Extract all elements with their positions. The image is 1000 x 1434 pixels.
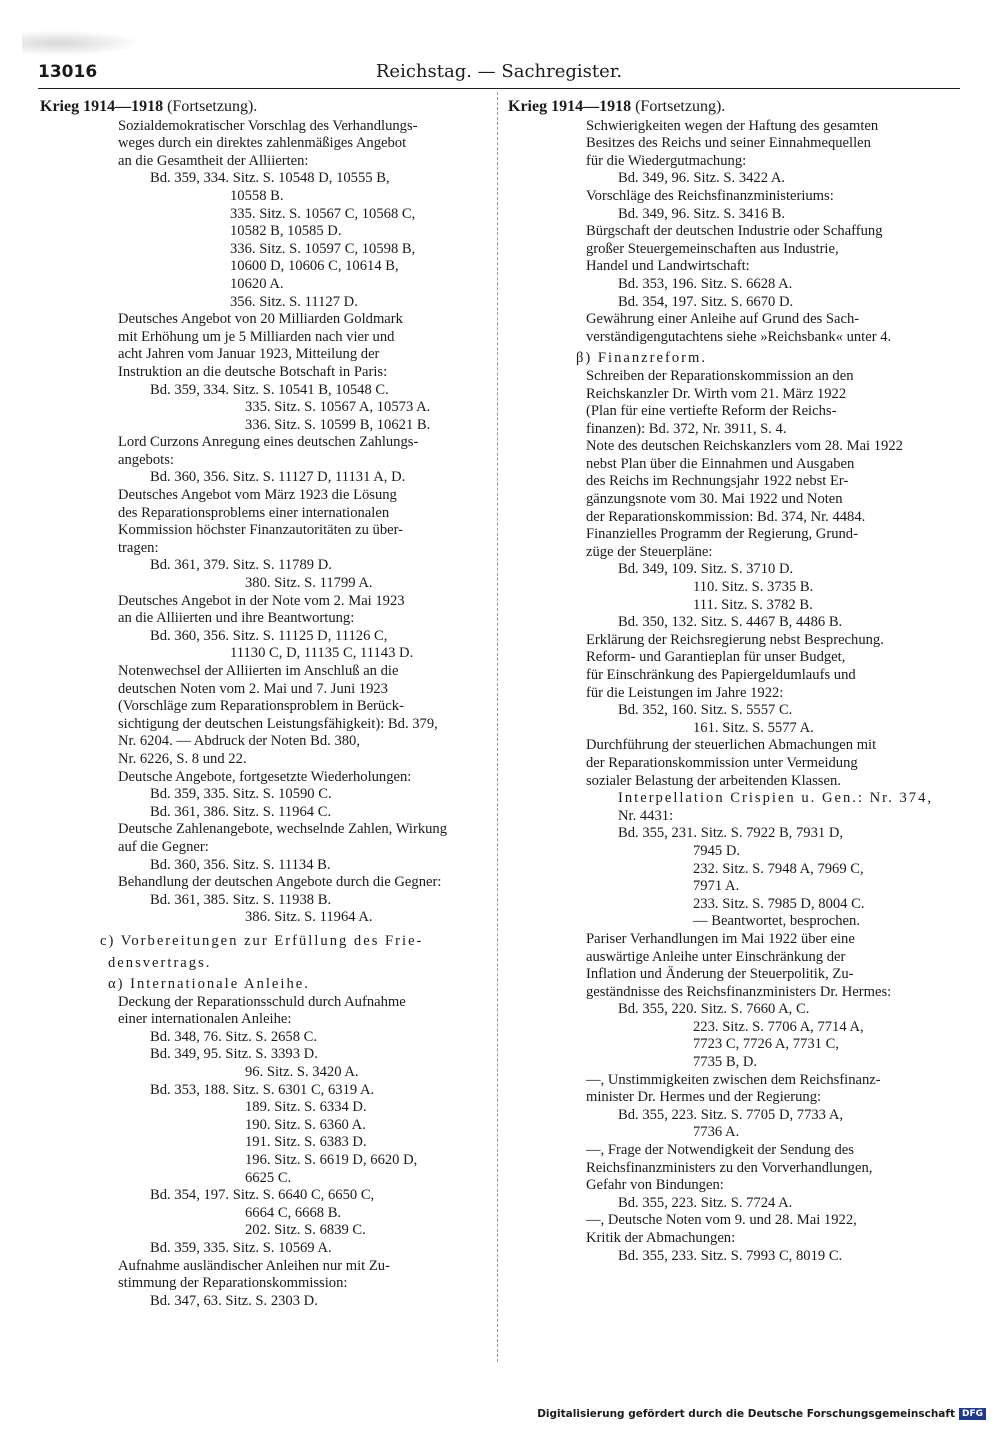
index-line: —, Frage der Notwendigkeit der Sendung des (586, 1142, 854, 1159)
page-header (38, 58, 960, 88)
index-line: sozialer Belastung der arbeitenden Klassen. (586, 772, 841, 789)
index-line: Lord Curzons Anregung eines deutschen Zahlungs- (118, 434, 419, 451)
index-line: Sozialdemokratischer Vorschlag des Verhandlungs- (118, 117, 418, 134)
index-line: 6664 C, 6668 B. (245, 1204, 342, 1221)
index-line: Bd. 360, 356. Sitz. S. 11134 B. (150, 856, 331, 873)
index-line: Behandlung der deutschen Angebote durch die Gegner: (118, 874, 442, 891)
left-heading (40, 98, 484, 116)
right-entries (508, 118, 956, 1266)
index-line: Bd. 355, 220. Sitz. S. 7660 A, C. (618, 1001, 810, 1018)
index-line: geständnisse des Reichsfinanzministers Dr. Hermes: (586, 983, 892, 1000)
index-line: Besitzes des Reichs und seiner Einnahmequellen (586, 135, 871, 152)
index-line: Bd. 349, 95. Sitz. S. 3393 D. (150, 1046, 318, 1063)
dfg-logo: DFG (959, 1408, 986, 1420)
index-line: 189. Sitz. S. 6334 D. (245, 1099, 367, 1116)
index-line: Instruktion an die deutsche Botschaft in Paris: (118, 363, 388, 380)
index-line: Gefahr von Bindungen: (586, 1177, 724, 1194)
index-line: 6625 C. (245, 1169, 292, 1186)
footer-credit: Digitalisierung gefördert durch die Deutsche Forschungsgemeinschaft (537, 1408, 955, 1420)
index-line: nebst Plan über die Einnahmen und Ausgaben (586, 455, 855, 472)
index-line: Bd. 361, 385. Sitz. S. 11938 B. (150, 891, 332, 908)
index-line: Bd. 359, 334. Sitz. S. 10541 B, 10548 C. (150, 381, 389, 398)
index-line: 7736 A. (693, 1124, 740, 1141)
index-line: — Beantwortet, besprochen. (693, 913, 860, 930)
index-line: einer internationalen Anleihe: (118, 1011, 292, 1028)
index-line: großer Steuergemeinschaften aus Industrie, (586, 240, 839, 257)
index-line: β) Finanzreform. (576, 350, 708, 367)
index-line: 7735 B, D. (693, 1054, 758, 1071)
index-line: Deckung der Reparationsschuld durch Aufnahme (118, 993, 406, 1010)
index-line: 10582 B, 10585 D. (230, 223, 342, 240)
index-line: Bd. 359, 334. Sitz. S. 10548 D, 10555 B, (150, 170, 390, 187)
index-line: verständigengutachtens siehe »Reichsbank« unter 4. (586, 328, 892, 345)
index-line: Bd. 353, 196. Sitz. S. 6628 A. (618, 275, 793, 292)
index-line: minister Dr. Hermes und der Regierung: (586, 1089, 822, 1106)
index-line: Note des deutschen Reichskanzlers vom 28. Mai 1922 (586, 438, 903, 455)
index-line: 7945 D. (693, 842, 741, 859)
page-number: 13016 (38, 62, 98, 82)
index-line: an die Alliierten und ihre Beantwortung: (118, 610, 355, 627)
index-line: auf die Gegner: (118, 838, 209, 855)
index-line: 232. Sitz. S. 7948 A, 7969 C, (693, 860, 864, 877)
index-line: 96. Sitz. S. 3420 A. (245, 1064, 359, 1081)
index-line: Bd. 360, 356. Sitz. S. 11125 D, 11126 C, (150, 627, 388, 644)
index-line: Bd. 359, 335. Sitz. S. 10590 C. (150, 786, 332, 803)
index-line: 110. Sitz. S. 3735 B. (693, 579, 814, 596)
right-heading (508, 98, 956, 116)
index-line: Nr. 6226, S. 8 und 22. (118, 750, 247, 767)
index-line: Vorschläge des Reichsfinanzministeriums: (586, 187, 834, 204)
index-line: Bd. 347, 63. Sitz. S. 2303 D. (150, 1292, 318, 1309)
index-line: densvertrags. (108, 954, 212, 971)
index-line: Finanzielles Programm der Regierung, Grund- (586, 526, 858, 543)
index-line: 336. Sitz. S. 10597 C, 10598 B, (230, 240, 416, 257)
index-line: 11130 C, D, 11135 C, 11143 D. (230, 645, 414, 662)
index-line: tragen: (118, 539, 159, 556)
index-line: 7971 A. (693, 878, 740, 895)
index-line: Bd. 359, 335. Sitz. S. 10569 A. (150, 1240, 332, 1256)
index-line: für die Wiedergutmachung: (586, 152, 747, 169)
index-line: des Reparationsproblems einer internationalen (118, 504, 390, 521)
index-line: Kommission höchster Finanzautoritäten zu über- (118, 522, 404, 539)
index-line: 7723 C, 7726 A, 7731 C, (693, 1036, 839, 1053)
index-line: mit Erhöhung um je 5 Milliarden nach vier und (118, 328, 395, 345)
index-line: Bd. 349, 96. Sitz. S. 3416 B. (618, 205, 786, 222)
index-line: Deutsches Angebot in der Note vom 2. Mai 1923 (118, 592, 405, 609)
index-line: 380. Sitz. S. 11799 A. (245, 575, 373, 592)
index-line: Bd. 348, 76. Sitz. S. 2658 C. (150, 1028, 318, 1045)
index-line: Deutsche Angebote, fortgesetzte Wiederholungen: (118, 768, 412, 785)
index-line: Bd. 361, 386. Sitz. S. 11964 C. (150, 803, 332, 820)
index-line: Bd. 355, 223. Sitz. S. 7705 D, 7733 A, (618, 1106, 844, 1123)
index-line: 386. Sitz. S. 11964 A. (245, 909, 373, 926)
index-line: 191. Sitz. S. 6383 D. (245, 1134, 367, 1151)
index-line: Bd. 349, 109. Sitz. S. 3710 D. (618, 561, 794, 578)
index-line: der Reparationskommission unter Vermeidung (586, 754, 858, 771)
left-heading-continuation: (Fortsetzung). (167, 98, 258, 115)
index-line: Schreiben der Reparationskommission an den (586, 367, 854, 384)
index-line: 10620 A. (230, 275, 284, 292)
header-rule (38, 88, 960, 89)
index-line: —, Deutsche Noten vom 9. und 28. Mai 1922, (586, 1212, 857, 1229)
index-line: für die Leistungen im Jahre 1922: (586, 684, 784, 701)
index-line: Schwierigkeiten wegen der Haftung des gesamten (586, 117, 879, 134)
index-line: Bd. 354, 197. Sitz. S. 6640 C, 6650 C, (150, 1187, 375, 1204)
index-line: Gewährung einer Anleihe auf Grund des Sach- (586, 311, 860, 328)
index-line: auswärtige Anleihe unter Einschränkung der (586, 948, 846, 965)
index-line: Deutsches Angebot vom März 1923 die Lösung (118, 487, 397, 504)
left-heading-title: Krieg 1914—1918 (40, 98, 164, 115)
index-line: Bd. 353, 188. Sitz. S. 6301 C, 6319 A. (150, 1081, 375, 1098)
index-line: Bd. 361, 379. Sitz. S. 11789 D. (150, 557, 332, 574)
index-line: weges durch ein direktes zahlenmäßiges Angebot (118, 135, 407, 152)
index-line: 111. Sitz. S. 3782 B. (693, 596, 813, 613)
index-line: Reform- und Garantieplan für unser Budget, (586, 649, 846, 666)
index-line: Notenwechsel der Alliierten im Anschluß an die (118, 663, 399, 679)
index-line: stimmung der Reparationskommission: (118, 1275, 348, 1292)
index-line: Deutsches Angebot von 20 Milliarden Goldmark (118, 311, 403, 328)
index-line: 196. Sitz. S. 6619 D, 6620 D, (245, 1152, 418, 1169)
index-line: Bd. 355, 231. Sitz. S. 7922 B, 7931 D, (618, 825, 844, 842)
index-line: Nr. 6204. — Abdruck der Noten Bd. 380, (118, 733, 360, 750)
index-line: Erklärung der Reichsregierung nebst Besprechung. (586, 631, 884, 648)
index-line: Aufnahme ausländischer Anleihen nur mit Zu- (118, 1257, 390, 1274)
index-line: 335. Sitz. S. 10567 C, 10568 C, (230, 205, 416, 222)
index-line: für Einschränkung des Papiergeldumlaufs und (586, 667, 856, 683)
index-line: Kritik der Abmachungen: (586, 1230, 736, 1246)
index-line: 202. Sitz. S. 6839 C. (245, 1222, 366, 1239)
index-line: 223. Sitz. S. 7706 A, 7714 A, (693, 1018, 864, 1035)
index-line: Durchführung der steuerlichen Abmachungen mit (586, 737, 877, 754)
scan-smudge (22, 30, 142, 56)
running-title: Reichstag. — Sachregister. (375, 61, 623, 82)
index-line: c) Vorbereitungen zur Erfüllung des Frie- (100, 932, 424, 949)
index-line: sichtigung der deutschen Leistungsfähigkeit): Bd. 379, (118, 715, 438, 732)
index-line: 10600 D, 10606 C, 10614 B, (230, 258, 399, 275)
index-line: Deutsche Zahlenangebote, wechselnde Zahlen, Wirkung (118, 821, 448, 838)
right-column (508, 98, 956, 1265)
index-line: Bd. 354, 197. Sitz. S. 6670 D. (618, 293, 794, 310)
index-line: Bd. 350, 132. Sitz. S. 4467 B, 4486 B. (618, 614, 843, 631)
index-line: Bürgschaft der deutschen Industrie oder Schaffung (586, 223, 883, 240)
index-line: Bd. 360, 356. Sitz. S. 11127 D, 11131 A, D. (150, 469, 406, 486)
index-line: (Vorschläge zum Reparationsproblem in Berück- (118, 698, 404, 715)
index-line: 10558 B. (230, 187, 284, 204)
index-line: (Plan für eine vertiefte Reform der Reichs- (586, 403, 837, 420)
index-line: Pariser Verhandlungen im Mai 1922 über eine (586, 930, 855, 947)
index-line: Handel und Landwirtschaft: (586, 258, 750, 275)
page-footer (537, 1408, 986, 1420)
index-line: acht Jahren vom Januar 1923, Mitteilung der (118, 346, 380, 363)
index-line: Bd. 349, 96. Sitz. S. 3422 A. (618, 170, 786, 187)
column-divider (497, 92, 498, 1362)
index-line: Reichskanzler Dr. Wirth vom 21. März 1922 (586, 385, 847, 402)
index-line: —, Unstimmigkeiten zwischen dem Reichsfinanz- (586, 1071, 881, 1088)
index-line: züge der Steuerpläne: (586, 543, 713, 560)
index-line: 356. Sitz. S. 11127 D. (230, 293, 358, 310)
index-line: 190. Sitz. S. 6360 A. (245, 1116, 366, 1133)
index-line: finanzen): Bd. 372, Nr. 3911, S. 4. (586, 420, 787, 437)
index-line: an die Gesamtheit der Alliierten: (118, 152, 309, 169)
right-heading-title: Krieg 1914—1918 (508, 98, 632, 115)
index-line: 336. Sitz. S. 10599 B, 10621 B. (245, 416, 431, 433)
index-line: Reichsfinanzministers zu den Vorverhandlungen, (586, 1159, 873, 1176)
index-line: deutschen Noten vom 2. Mai und 7. Juni 1923 (118, 680, 388, 697)
index-line: 161. Sitz. S. 5577 A. (693, 719, 814, 736)
index-line: der Reparationskommission: Bd. 374, Nr. 4484. (586, 508, 866, 525)
right-heading-continuation: (Fortsetzung). (635, 98, 726, 115)
index-line: Inflation und Änderung der Steuerpolitik, Zu- (586, 966, 854, 983)
index-line: gänzungsnote vom 30. Mai 1922 und Noten (586, 491, 843, 508)
index-line: Bd. 355, 223. Sitz. S. 7724 A. (618, 1194, 793, 1211)
index-line: 335. Sitz. S. 10567 A, 10573 A. (245, 399, 431, 416)
index-line: angebots: (118, 451, 174, 468)
index-line: Interpellation Crispien u. Gen.: Nr. 374, (618, 790, 934, 807)
index-line: Bd. 355, 233. Sitz. S. 7993 C, 8019 C. (618, 1247, 843, 1264)
left-column (40, 98, 484, 1310)
index-line: Bd. 352, 160. Sitz. S. 5557 C. (618, 702, 793, 719)
index-line: 233. Sitz. S. 7985 D, 8004 C. (693, 895, 865, 912)
index-line: α) Internationale Anleihe. (108, 976, 310, 993)
index-line: Nr. 4431: (618, 807, 674, 824)
left-entries (40, 118, 484, 1311)
index-line: des Reichs im Rechnungsjahr 1922 nebst Er- (586, 473, 849, 490)
